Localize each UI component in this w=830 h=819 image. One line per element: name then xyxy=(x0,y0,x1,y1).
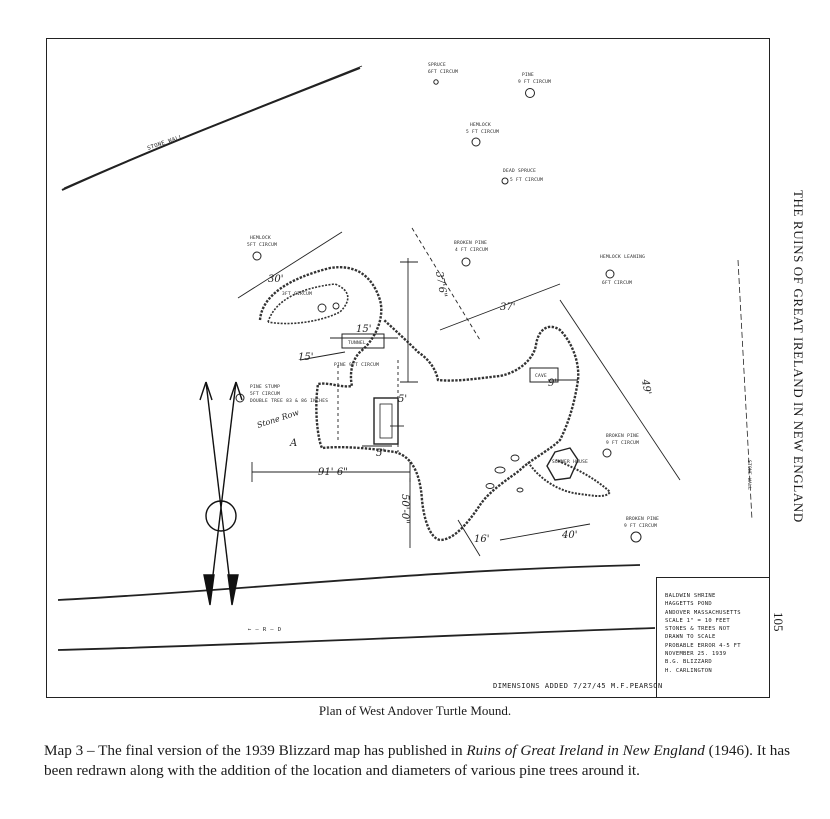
svg-text:DEAD SPRUCE: DEAD SPRUCE xyxy=(503,169,537,174)
scattered-stones xyxy=(318,303,523,492)
svg-text:BROKEN PINE: BROKEN PINE xyxy=(626,517,660,522)
svg-text:BROKEN PINE: BROKEN PINE xyxy=(454,241,488,246)
tree-broken-pine-bottom xyxy=(624,516,659,542)
svg-text:5FT CIRCUM: 5FT CIRCUM xyxy=(250,392,281,397)
dim-9: 9' xyxy=(548,378,558,389)
svg-text:4 FT CIRCUM: 4 FT CIRCUM xyxy=(455,248,489,253)
caption-suffix: (1946). It has been redrawn along with the addition of the location and diameters of various pine trees around it. xyxy=(44,742,791,779)
caption-title: Ruins of Great Ireland in New England xyxy=(466,742,705,759)
svg-text:HEMLOCK: HEMLOCK xyxy=(250,236,272,241)
svg-text:PINE STUMP: PINE STUMP xyxy=(250,385,281,390)
letter-a: A xyxy=(290,438,298,449)
legend-line: H. CARLINGTON xyxy=(665,667,712,674)
dim-15a: 15' xyxy=(356,324,372,335)
svg-text:HEMLOCK LEANING: HEMLOCK LEANING xyxy=(600,255,646,260)
legend-line: BALDWIN SHRINE xyxy=(665,593,716,599)
dim-50: 50'-0" xyxy=(399,494,410,524)
svg-text:HEMLOCK: HEMLOCK xyxy=(470,123,492,128)
legend-line: ANDOVER MASSACHUSETTS xyxy=(665,609,741,616)
svg-text:PINE: PINE xyxy=(522,73,535,78)
svg-text:9 FT CIRCUM: 9 FT CIRCUM xyxy=(518,80,552,85)
caption-prefix: Map 3 – The final version of the 1939 Blizzard map has published in xyxy=(44,742,467,759)
map-caption: Plan of West Andover Turtle Mound. xyxy=(318,703,512,718)
pine-circum-label: PINE 9FT CIRCUM xyxy=(334,363,380,368)
legend-line: SCALE 1" = 10 FEET xyxy=(665,617,731,624)
running-head: THE RUINS OF GREAT IRELAND IN NEW ENGLAND xyxy=(791,190,806,523)
map-legend xyxy=(656,577,770,698)
chamber xyxy=(374,398,398,444)
legend-line: HAGGETTS POND xyxy=(665,601,712,608)
svg-text:6FT CIRCUM: 6FT CIRCUM xyxy=(602,281,633,286)
dim-15b: 15' xyxy=(298,352,314,363)
dim-5: 5' xyxy=(376,448,386,459)
svg-text:6FT CIRCUM: 6FT CIRCUM xyxy=(428,70,459,75)
figure-caption xyxy=(44,741,804,780)
north-arrow xyxy=(200,382,242,605)
dim-49: 49' xyxy=(639,378,653,396)
page-number: 105 xyxy=(771,612,786,632)
tree-hemlock-left xyxy=(247,235,277,260)
tree-broken-pine-top xyxy=(454,240,488,266)
svg-text:5 FT CIRCUM: 5 FT CIRCUM xyxy=(466,130,500,135)
dim-30: 30' xyxy=(268,274,284,285)
stone-row-inner xyxy=(268,284,348,324)
tree-broken-pine-right xyxy=(603,433,639,457)
legend-line: DRAWN TO SCALE xyxy=(665,634,716,641)
road-line-top xyxy=(58,565,640,600)
stone-wall-right-label: STONE WALL xyxy=(746,460,751,491)
svg-text:5FT CIRCUM: 5FT CIRCUM xyxy=(247,243,278,248)
dim-37-6: 37'6" xyxy=(433,270,449,299)
tree-pine-top xyxy=(518,72,551,98)
road-line-bottom xyxy=(58,628,655,650)
summer-house-label: SUMMER HOUSE xyxy=(552,460,589,465)
dimensions-note: DIMENSIONS ADDED 7/27/45 M.F.PEARSON xyxy=(493,682,663,690)
stone-wall-label: STONE WALL xyxy=(146,134,184,152)
legend-line: NOVEMBER 25. 1939 xyxy=(665,651,727,658)
svg-text:DOUBLE TREE 83 & 86 INCHES: DOUBLE TREE 83 & 86 INCHES xyxy=(250,399,329,404)
stone-wall-line xyxy=(62,68,360,190)
svg-text:BROKEN PINE: BROKEN PINE xyxy=(606,434,640,439)
legend-line: STONES & TREES NOT xyxy=(665,626,731,633)
tree-dead-spruce xyxy=(502,168,543,184)
svg-text:SPRUCE: SPRUCE xyxy=(428,63,447,68)
tree-spruce xyxy=(428,62,458,84)
svg-text:9 FT CIRCUM: 9 FT CIRCUM xyxy=(606,441,640,446)
dim-16: 16' xyxy=(474,534,490,545)
dim-5b: 5' xyxy=(398,394,408,405)
chamber-inner xyxy=(380,404,392,438)
dim-37: 37' xyxy=(500,302,516,313)
circum-3ft-label: 3FT CIRCUM xyxy=(282,292,313,297)
tree-pine-stump xyxy=(236,384,328,404)
tree-hemlock-top xyxy=(466,122,499,146)
road-label: ← — R — D xyxy=(248,627,282,633)
dim-91-6: 91'-6" xyxy=(318,467,348,478)
legend-line: B.G. BLIZZARD xyxy=(665,659,712,666)
stone-row-label: Stone Row xyxy=(255,407,301,430)
dim-40: 40' xyxy=(562,530,578,541)
cave-label: CAVE xyxy=(535,374,548,379)
svg-text:9 FT CIRCUM: 9 FT CIRCUM xyxy=(624,524,658,529)
svg-text:5 FT CIRCUM: 5 FT CIRCUM xyxy=(510,178,544,183)
tree-hemlock-leaning xyxy=(600,254,645,286)
legend-line: PROBABLE ERROR 4-5 FT xyxy=(665,642,741,649)
tunnel-label: TUNNEL xyxy=(348,341,367,346)
